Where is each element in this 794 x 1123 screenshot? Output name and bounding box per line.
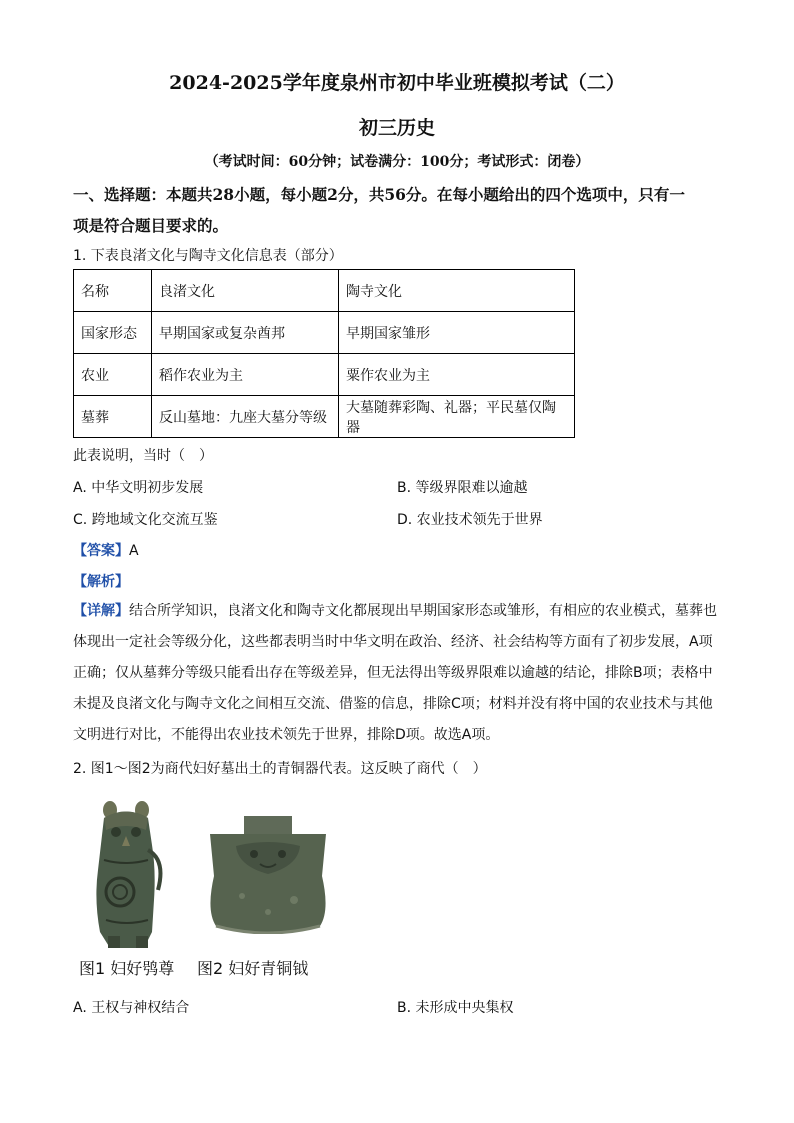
analysis-label: 【解析】 [73, 574, 129, 590]
table-cell: 反山墓地：九座大墓分等级 [152, 396, 339, 438]
table-cell: 大墓随葬彩陶、礼器；平民墓仅陶器 [339, 396, 575, 438]
table-row [74, 312, 575, 354]
section-heading-line1: 一、选择题：本题共28小题，每小题2分，共56分。在每小题给出的四个选项中，只有一 [73, 185, 685, 204]
q2-option-a: A. 王权与神权结合 [73, 1000, 190, 1016]
table-cell: 农业 [74, 354, 152, 396]
question-1-stem: 1. 下表良渚文化与陶寺文化信息表（部分） [73, 248, 343, 264]
table-row [74, 354, 575, 396]
table-header-row [74, 270, 575, 312]
table-cell: 国家形态 [74, 312, 152, 354]
answer-value: A [129, 543, 139, 559]
table-cell: 早期国家或复杂酋邦 [152, 312, 339, 354]
section-heading-line2: 项是符合题目要求的。 [73, 216, 229, 235]
option-c: C. 跨地域文化交流互鉴 [73, 512, 218, 528]
question-1-prompt: 此表说明，当时（ ） [73, 448, 213, 464]
question-2-stem: 2. 图1～图2为商代妇好墓出土的青铜器代表。这反映了商代（ ） [73, 761, 487, 777]
exam-title: 2024-2025学年度泉州市初中毕业班模拟考试（二） [169, 72, 625, 94]
detail-label: 【详解】 [73, 603, 129, 619]
table-row [74, 396, 575, 438]
detail-paragraph [73, 596, 723, 751]
table-cell: 墓葬 [74, 396, 152, 438]
culture-info-table [73, 269, 575, 438]
exam-info: （考试时间：60分钟；试卷满分：100分；考试形式：闭卷） [204, 154, 590, 170]
answer-line [73, 540, 139, 560]
option-b: B. 等级界限难以逾越 [397, 480, 528, 496]
table-cell: 稻作农业为主 [152, 354, 339, 396]
table-cell: 陶寺文化 [339, 270, 575, 312]
figure-1-caption: 图1 妇好鸮尊 [79, 959, 175, 978]
owl-zun-image [86, 800, 168, 950]
detail-text: 结合所学知识，良渚文化和陶寺文化都展现出早期国家形态或雏形，有相应的农业模式，墓葬也体现出一定社会等级分化，这些都表明当时中华文明在政治、经济、社会结构等方面有了初步发展，A项正确；仅从墓葬分等级只能看出存在等级差异，但无法得出等级界限难以逾越的结论，排除B项；表格中未提及良渚文化与陶寺文化之间相互交流、借鉴的信息，排除C项；材料并没有将中国的农业技术与其他文明进行对比，不能得出农业技术领先于世界，排除D项。故选A项。 [73, 603, 717, 743]
answer-label: 【答案】 [73, 543, 129, 559]
bronze-yue-image [202, 816, 334, 934]
figure-2-caption: 图2 妇好青铜钺 [197, 959, 309, 978]
table-cell: 早期国家雏形 [339, 312, 575, 354]
subject-title: 初三历史 [358, 117, 435, 139]
q2-option-b: B. 未形成中央集权 [397, 1000, 514, 1016]
analysis-line [73, 571, 129, 591]
option-d: D. 农业技术领先于世界 [397, 512, 543, 528]
option-a: A. 中华文明初步发展 [73, 480, 204, 496]
table-cell: 良渚文化 [152, 270, 339, 312]
table-cell: 粟作农业为主 [339, 354, 575, 396]
table-cell: 名称 [74, 270, 152, 312]
